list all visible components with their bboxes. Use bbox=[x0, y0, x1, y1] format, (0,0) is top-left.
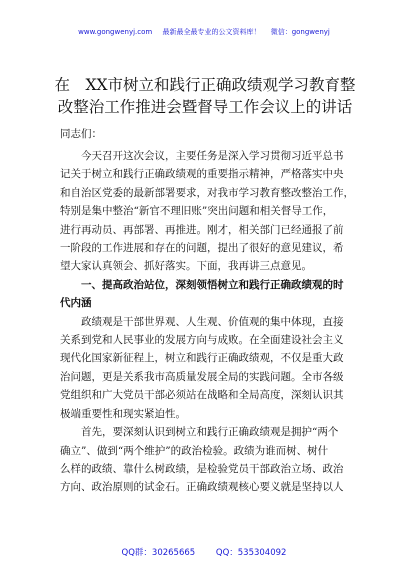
document-title bbox=[40, 74, 370, 118]
body-line: 政绩观是干部世界观、人生观、价值观的集中体现，直接 bbox=[81, 315, 344, 328]
top-banner bbox=[0, 27, 408, 37]
body-line: 今天召开这次会议，主要任务是深入学习贯彻习近平总书 bbox=[81, 150, 344, 162]
body-line: 么样的政绩、靠什么树政绩，是检验党员干部政治立场、政治 bbox=[60, 462, 344, 475]
section-heading-line: 一、提高政治站位，深刻领悟树立和践行正确政绩观的时 bbox=[81, 278, 344, 291]
qq-label: QQ：535304092 bbox=[215, 548, 287, 558]
body-line: 首先，要深刻认识到树立和践行正确政绩观是拥护“两个 bbox=[81, 426, 339, 439]
title-line-1: 在 XX市树立和践行正确政绩观学习教育整 bbox=[54, 76, 356, 94]
body-line: 记关于树立和践行正确政绩观的重要指示精神，严格落实中央 bbox=[60, 168, 344, 181]
body-line: 关系到党和人民事业的发展方向与成败。在全面建设社会主义 bbox=[60, 334, 344, 347]
body-line: 现代化国家新征程上，树立和践行正确政绩观，不仅是重大政 bbox=[60, 352, 344, 365]
body-line: 一阶段的工作进展和存在的问题，提出了很好的意见建议，希 bbox=[60, 242, 344, 255]
body-line: 治问题，更是关系我市高质量发展全局的实践问题。全市各级 bbox=[60, 370, 344, 383]
qq-group-label: QQ群：30265665 bbox=[121, 548, 196, 558]
body-line: 党组织和广大党员干部必须站在战略和全局高度，深刻认识其 bbox=[60, 389, 344, 402]
body-line: 极端重要性和现实紧迫性。 bbox=[60, 407, 186, 420]
footer-contact bbox=[0, 546, 408, 558]
body-line: 望大家认真领会、抓好落实。下面，我再讲三点意见。 bbox=[60, 260, 312, 273]
document-body bbox=[60, 147, 360, 497]
body-line: 确立”、做到“两个维护”的政治检验。政绩为谁而树、树什 bbox=[60, 444, 329, 457]
title-line-2: 改整治工作推进会暨督导工作会议上的讲话 bbox=[57, 98, 353, 116]
body-line: 和自治区党委的最新部署要求，对我市学习教育整改整治工作， bbox=[60, 186, 354, 199]
body-line: 方向、政治原则的试金石。正确政绩观核心要义就是坚持以人 bbox=[60, 481, 344, 494]
body-line: 特别是集中整治“新官不理旧账”突出问题和相关督导工作， bbox=[60, 205, 334, 218]
website-link[interactable]: www.gongwenyj.com bbox=[78, 28, 153, 36]
banner-slogan: 最新最全最专业的公文资料库！ bbox=[162, 28, 261, 36]
section-heading-line: 代内涵 bbox=[60, 297, 92, 310]
wechat-label: 微信：gongwenyj bbox=[270, 28, 330, 36]
body-line: 进行再动员、再部署、再推进。刚才，相关部门已经通报了前 bbox=[60, 223, 344, 236]
salutation: 同志们： bbox=[60, 128, 102, 140]
